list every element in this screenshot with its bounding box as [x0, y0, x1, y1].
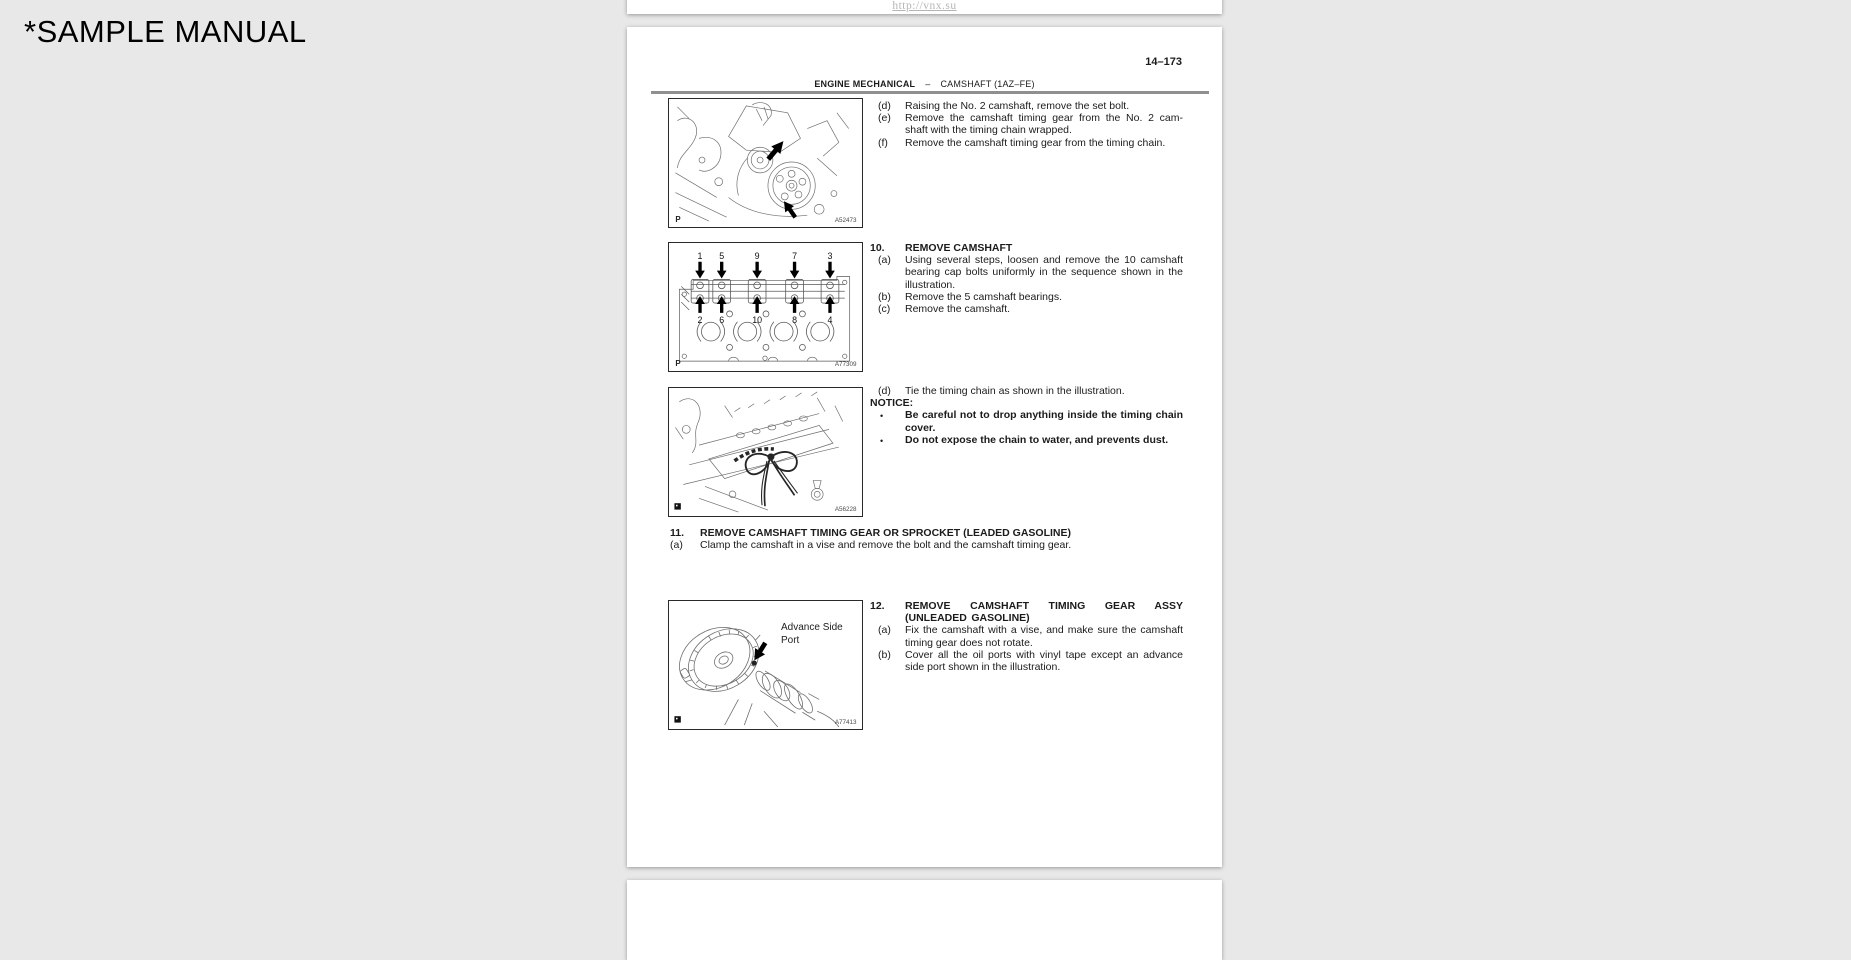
- sequence-number: 9: [754, 250, 760, 261]
- sequence-number: 1: [697, 250, 703, 261]
- figure-a77309: [668, 242, 863, 372]
- step-item: [870, 303, 1183, 315]
- step-tag: (c): [878, 303, 891, 316]
- figure-a52473: [668, 98, 863, 228]
- notice-label: NOTICE:: [870, 397, 914, 410]
- figure-code: A56228: [834, 506, 857, 514]
- step-text: Cover all the oil ports with vinyl tape except an advance side port shown in the illustration.: [905, 648, 1183, 674]
- section-heading: [870, 242, 1183, 254]
- header-rule: [651, 91, 1209, 94]
- sequence-number: 5: [719, 250, 725, 261]
- figure-marker-icon: [674, 716, 680, 722]
- sequence-number: 3: [827, 250, 833, 261]
- step-text: Raising the No. 2 camshaft, remove the set bolt.: [905, 100, 1130, 112]
- section-title: REMOVE CAMSHAFT TIMING GEAR OR SPROCKET (LEADED GASOLINE): [700, 527, 1072, 539]
- section-title: REMOVE CAMSHAFT TIMING GEAR ASSY (UNLEADED GASOLINE): [905, 600, 1183, 625]
- notice-block: [870, 385, 1183, 447]
- page-number: 14–173: [1145, 56, 1182, 68]
- sequence-arrow-icons: [695, 262, 835, 313]
- step-text: Remove the 5 camshaft bearings.: [905, 290, 1062, 303]
- figure-code: A77309: [834, 361, 857, 369]
- step-item: [870, 624, 1183, 648]
- step-tag: (b): [878, 290, 891, 303]
- step-tag: (d): [878, 385, 891, 397]
- sequence-number: 2: [697, 314, 703, 325]
- step-text: Tie the timing chain as shown in the illustration.: [905, 385, 1125, 397]
- next-page: [627, 880, 1222, 960]
- previous-page: [627, 0, 1222, 14]
- step-item: [870, 112, 1183, 136]
- figure-code: A52473: [834, 217, 857, 225]
- step-item: [670, 539, 1185, 551]
- section-number: 11.: [670, 527, 685, 539]
- step-text: Remove the camshaft timing gear from the timing chain.: [905, 136, 1166, 149]
- sequence-number: 4: [827, 314, 833, 325]
- step-text: Remove the camshaft timing gear from the No. 2 cam- shaft with the timing chain wrapped.: [905, 112, 1183, 137]
- step-item: [870, 385, 1183, 397]
- step-tag: (d): [878, 100, 891, 112]
- step-tag: (a): [878, 254, 891, 267]
- figure-corner-mark: P: [675, 359, 681, 369]
- section-11: [670, 527, 1185, 551]
- section-10: [870, 242, 1183, 315]
- step-tag: (f): [878, 136, 888, 149]
- section-heading: [870, 600, 1183, 624]
- section-12: [870, 600, 1183, 673]
- step-text: Fix the camshaft with a vise, and make sure the camshaft timing gear does not rotate.: [905, 624, 1183, 649]
- header-section-title: ENGINE MECHANICAL: [814, 79, 916, 89]
- bullet-icon: •: [880, 411, 884, 422]
- sample-manual-label: *SAMPLE MANUAL: [24, 14, 307, 49]
- section-number: 12.: [870, 600, 885, 612]
- figure-code: A77413: [834, 719, 857, 727]
- header-separator: –: [925, 79, 931, 89]
- sequence-number: 10: [752, 314, 763, 325]
- bolt-sequence-illustration: [669, 243, 862, 371]
- step-tag: (e): [878, 112, 891, 125]
- header-topic: CAMSHAFT (1AZ–FE): [940, 79, 1035, 89]
- page-header: [627, 79, 1222, 89]
- manual-page: [627, 27, 1222, 867]
- step-tag: (a): [878, 624, 891, 637]
- sequence-number: 6: [719, 314, 725, 325]
- notice-bullet-text: Be careful not to drop anything inside the timing chain cover.: [905, 409, 1183, 434]
- advance-side-port-callout: Advance Side Port: [781, 622, 843, 646]
- figure-a77413: [668, 600, 863, 730]
- sequence-number: 8: [792, 314, 798, 325]
- bullet-icon: •: [880, 435, 884, 446]
- step-item: [870, 649, 1183, 673]
- section-heading: [670, 527, 1185, 539]
- notice-bullet-item: [870, 409, 1183, 433]
- notice-bullet-item: [870, 434, 1183, 447]
- step-item: [870, 137, 1183, 149]
- watermark-link[interactable]: http://vnx.su: [892, 0, 957, 12]
- engine-lineart-illustration: [669, 99, 862, 227]
- step-text: Remove the camshaft.: [905, 303, 1011, 316]
- step-text: Clamp the camshaft in a vise and remove the bolt and the camshaft timing gear.: [700, 539, 1072, 552]
- step-item: [870, 291, 1183, 303]
- figure-marker-icon: [674, 503, 680, 509]
- step-tag: (a): [670, 539, 683, 552]
- step-item: [870, 100, 1183, 112]
- step-text: Using several steps, loosen and remove the 10 camshaft bearing cap bolts uniformly in the sequence shown in the illustration.: [905, 254, 1183, 291]
- step-item: [870, 254, 1183, 291]
- step-block-def: [870, 100, 1183, 149]
- section-number: 10.: [870, 242, 885, 254]
- step-tag: (b): [878, 648, 891, 661]
- section-title: REMOVE CAMSHAFT: [905, 242, 1013, 254]
- notice-bullet-text: Do not expose the chain to water, and prevents dust.: [905, 433, 1169, 446]
- figure-a56228: [668, 387, 863, 517]
- figure-corner-mark: P: [675, 215, 681, 225]
- tied-chain-illustration: [669, 388, 862, 516]
- sequence-number: 7: [792, 250, 798, 261]
